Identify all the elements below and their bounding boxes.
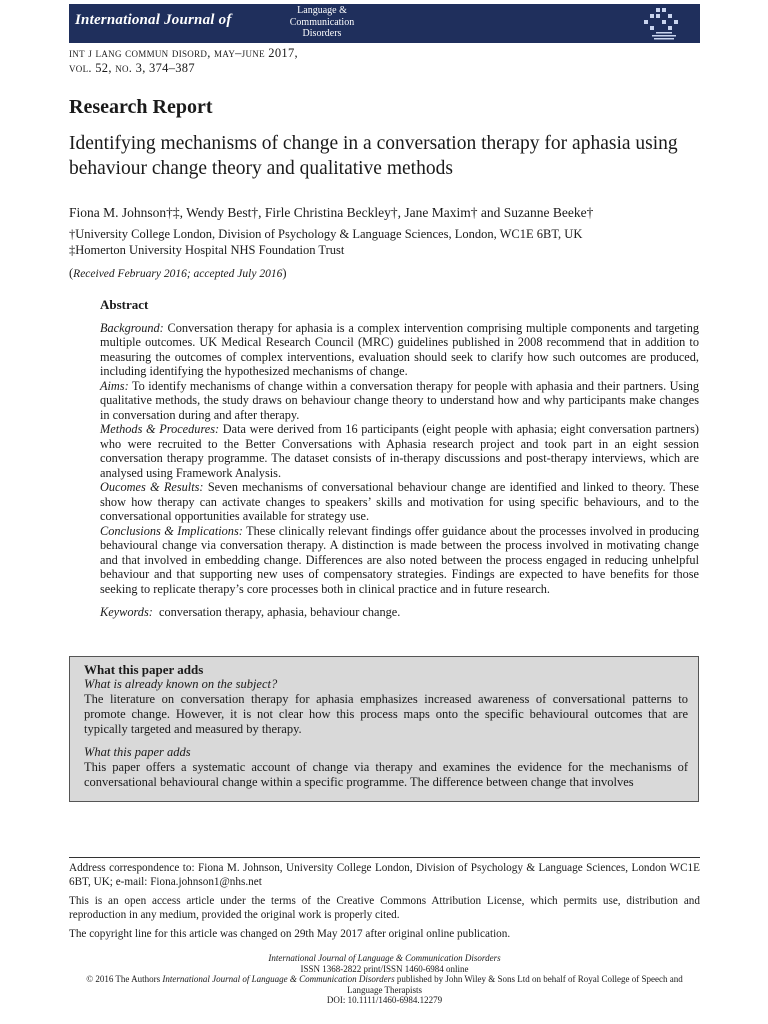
- box-text: This paper offers a systematic account of change via therapy and examines the evidence for the mechanisms of conversational behavioural change within a specific programme. The difference between change that involves: [84, 760, 688, 789]
- journal-sub-line: Language &: [297, 5, 347, 16]
- what-this-paper-adds-box: [69, 656, 699, 802]
- abstract-text: Conversation therapy for aphasia is a complex intervention comprising multiple components and targeting multiple outcomes. UK Medical Research Council (MRC) guidelines published in 2008 recommend that in addition to measuring the outcomes of complex interventions, evaluation should seek to clarify how such outcomes are produced, including identifying the hypothesized mechanisms of change.: [100, 320, 700, 378]
- copyright-change-note: The copyright line for this article was changed on 29th May 2017 after original online publication.: [69, 928, 511, 940]
- abstract-text: Data were derived from 16 participants (eight people with aphasia; eight conversation partners) who were recruited to the Better Conversations with Aphasia research project and took part in an eight session conversation therapy programme. The dataset consists of in-therapy discussions and post-therapy interviews, which are analysed using Framework Analysis.: [100, 422, 699, 480]
- abstract: [100, 298, 699, 620]
- open-access-note: This is an open access article under the terms of the Creative Commons Attribution License, which permits use, distribution and reproduction in any medium, provided the original work is properly cited.: [69, 895, 700, 921]
- abstract-text: Seven mechanisms of conversational behaviour change are identified and linked to theory. These show how therapy can activate changes to speakers’ skills and motivation for using specific behaviours, and to the conversational opportunities available for strategy use.: [100, 480, 700, 523]
- authors: Fiona M. Johnson†‡, Wendy Best†, Firle Christina Beckley†, Jane Maxim† and Suzanne Beeke†: [69, 205, 594, 220]
- abstract-conclusions: [100, 524, 699, 597]
- copyright-prefix: © 2016 The Authors: [86, 974, 161, 984]
- footer-doi: DOI: 10.1111/1460-6984.12279: [326, 995, 443, 1005]
- box-subheading: What is already known on the subject?: [84, 677, 278, 691]
- footnotes: [69, 862, 700, 948]
- received-text: Received February 2016; accepted July 2016: [73, 268, 283, 280]
- footer-issn: ISSN 1368-2822 print/ISSN 1460-6984 online: [300, 963, 469, 974]
- journal-footer: [69, 953, 700, 1006]
- abstract-text: To identify mechanisms of change within a conversation therapy for people with aphasia and their partners. Using qualitative methods, the study draws on behaviour change theory to understand how and why participants make changes in conversation during and after therapy.: [100, 378, 700, 422]
- copyright-journal: International Journal of Language & Communication Disorders: [162, 974, 395, 984]
- received-dates: (Received February 2016; accepted July 2016): [69, 266, 287, 280]
- section-type: Research Report: [69, 96, 213, 118]
- journal-subtitle: [277, 5, 367, 40]
- label: Oucomes & Results:: [100, 480, 204, 494]
- label: Background:: [100, 320, 164, 335]
- copyright-suffix: published by John Wiley & Sons Ltd on behalf of Royal College of Speech and Language Therapists: [346, 974, 683, 995]
- abstract-methods: [100, 422, 699, 480]
- affiliations: [69, 226, 582, 258]
- abstract-background: [100, 321, 699, 379]
- article-title: Identifying mechanisms of change in a conversation therapy for aphasia using behaviour change theory and qualitative methods: [69, 133, 678, 179]
- label: Conclusions & Implications:: [100, 523, 243, 538]
- label: Keywords:: [100, 605, 153, 619]
- journal-sub-line: Communication: [289, 16, 355, 28]
- label: Aims:: [100, 378, 129, 393]
- abstract-outcomes: [100, 480, 699, 524]
- box-text: The literature on conversation therapy for aphasia emphasizes increased awareness of conversational patterns to promote change. However, it is not clear how this process maps onto the specific behavioural outcomes that are typically targeted and measured by therapy.: [84, 692, 688, 736]
- keywords: [100, 605, 699, 620]
- footer-copyright: [69, 974, 700, 995]
- journal-banner: [69, 4, 700, 43]
- abstract-text: These clinically relevant findings offer guidance about the processes involved in producing behavioural change via conversation therapy. A distinction is made between the process involved in motivating change and that involved in embedding change. Differences are also noted between the process engaged in reducing unhelpful behaviour and that supporting new uses of compensatory strategies. Findings are expected to have benefits for those seeking to replicate therapy’s core processes both in clinical practice and in future research.: [100, 523, 700, 596]
- keywords-text: conversation therapy, aphasia, behaviour change.: [158, 605, 401, 619]
- citation: [69, 46, 298, 76]
- citation-line: int j lang commun disord, may–june 2017,: [69, 46, 298, 60]
- box-heading: What this paper adds: [84, 662, 204, 677]
- abstract-aims: [100, 379, 699, 423]
- label: Methods & Procedures:: [100, 422, 220, 436]
- journal-name: International Journal of: [75, 12, 232, 28]
- correspondence-note: Address correspondence to: Fiona M. Johnson, University College London, Division of Psychology & Language Sciences, London WC1E 6BT, UK; e-mail: Fiona.johnson1@nhs.net: [69, 862, 700, 888]
- abstract-heading: Abstract: [100, 297, 149, 312]
- footer-journal: International Journal of Language & Communication Disorders: [268, 953, 501, 963]
- affiliation: ‡Homerton University Hospital NHS Foundation Trust: [69, 243, 345, 257]
- rcslt-logo-icon: [638, 6, 690, 41]
- box-subheading: What this paper adds: [84, 745, 191, 759]
- affiliation: †University College London, Division of Psychology & Language Sciences, London, WC1E 6BT, UK: [69, 227, 583, 241]
- footnote-divider: [69, 857, 700, 858]
- journal-sub-line: Disorders: [302, 28, 342, 39]
- citation-line: vol. 52, no. 3, 374–387: [69, 61, 195, 75]
